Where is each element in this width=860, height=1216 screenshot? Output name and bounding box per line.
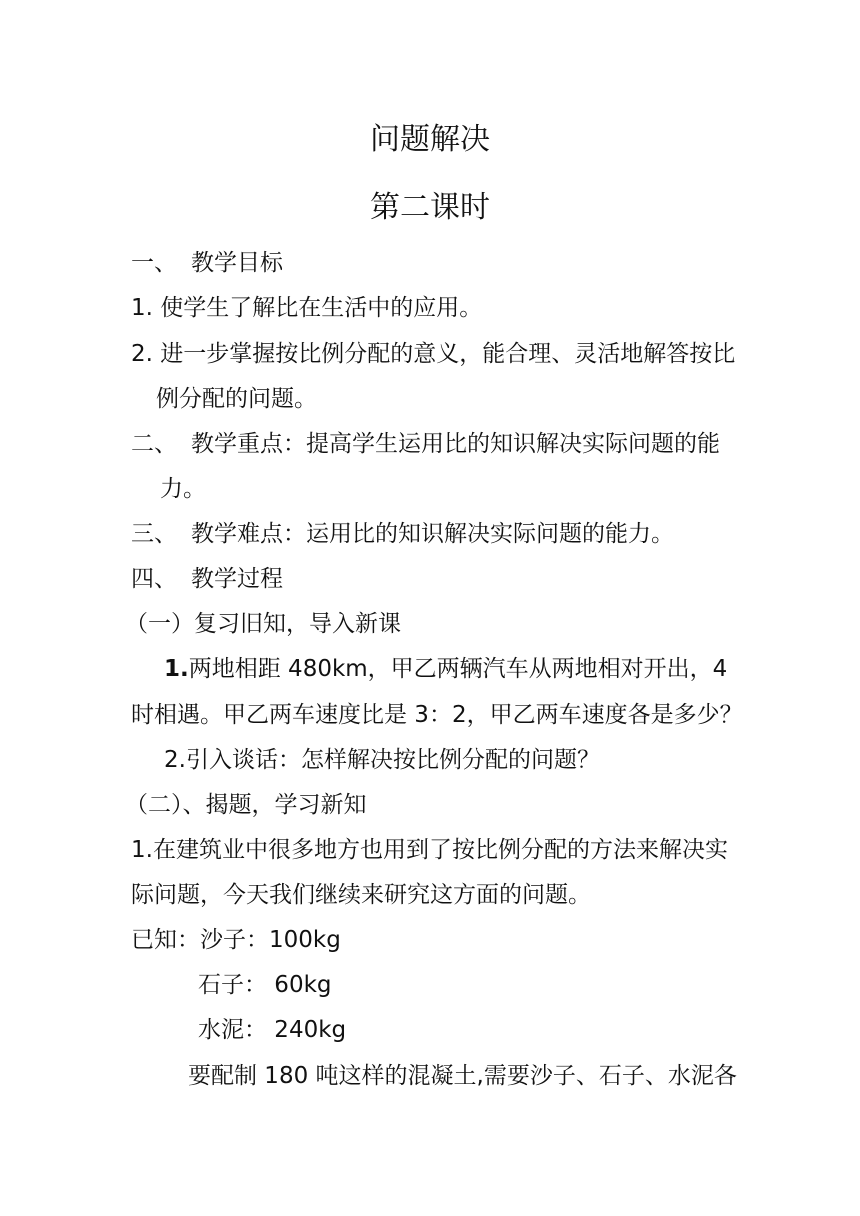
part1-heading: （一）复习旧知，导入新课 <box>125 611 401 637</box>
section1-item-2: 2. 进一步掌握按比例分配的意义，能合理、灵活地解答按比 <box>131 341 736 367</box>
part2-known-stone: 石子： 60kg <box>198 972 332 998</box>
document-subtitle: 第二课时 <box>370 190 490 225</box>
part2-para-line2: 际问题，今天我们继续来研究这方面的问题。 <box>131 882 591 908</box>
section4-line <box>131 563 283 595</box>
part2-heading: （二）、揭题，学习新知 <box>125 792 367 818</box>
section4-number: 四、 <box>131 566 177 592</box>
section2-text-continued: 力。 <box>160 476 206 502</box>
document-title: 问题解决 <box>370 122 490 157</box>
section2-line <box>131 428 720 460</box>
part1-item1-line2: 时相遇。甲乙两车速度比是 3：2，甲乙两车速度各是多少？ <box>131 702 743 728</box>
section1-title: 教学目标 <box>191 250 283 276</box>
section2-text: 教学重点：提高学生运用比的知识解决实际问题的能 <box>191 431 720 457</box>
part1-item2: 2.引入谈话：怎样解决按比例分配的问题？ <box>164 747 600 773</box>
part2-question: 要配制 180 吨这样的混凝土,需要沙子、石子、水泥各 <box>188 1063 737 1089</box>
part2-para-line1: 1.在建筑业中很多地方也用到了按比例分配的方法来解决实 <box>131 837 728 863</box>
section1-item-1: 1. 使学生了解比在生活中的应用。 <box>131 295 483 321</box>
section4-title: 教学过程 <box>191 566 283 592</box>
part2-known-sand: 已知：沙子：100kg <box>131 927 341 953</box>
section1-item-2-continued: 例分配的问题。 <box>156 386 317 412</box>
part2-known-cement: 水泥： 240kg <box>198 1017 347 1043</box>
part1-item1-text: 两地相距 480km，甲乙两辆汽车从两地相对开出，4 <box>188 656 728 682</box>
part1-item1-line1 <box>164 653 727 685</box>
section3-text: 教学难点：运用比的知识解决实际问题的能力。 <box>191 521 674 547</box>
section2-number: 二、 <box>131 431 177 457</box>
section1-number: 一、 <box>131 250 177 276</box>
section3-number: 三、 <box>131 521 177 547</box>
section3-line <box>131 518 674 550</box>
part1-item1-number: 1. <box>164 656 189 682</box>
section1-heading <box>131 247 283 279</box>
